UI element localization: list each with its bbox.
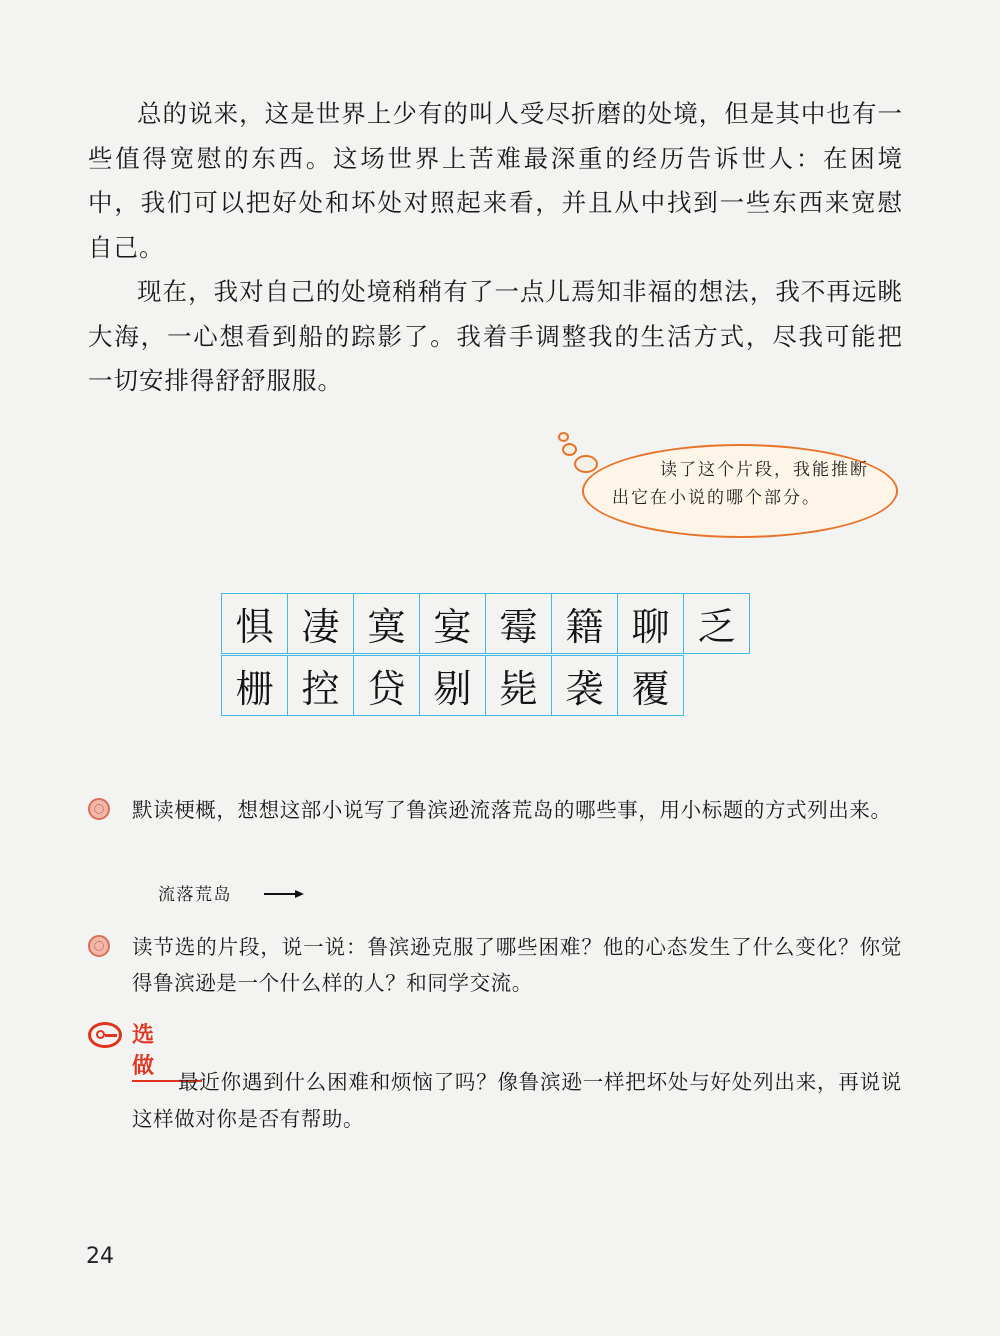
character-cell: 乏 [684,594,750,654]
character-cell: 惧 [222,594,288,654]
arrow-right-icon [264,889,304,899]
exercise-marker-icon [88,798,110,820]
character-cell: 毙 [486,656,552,716]
optional-section-icon [88,1022,122,1048]
character-cell: 控 [288,656,354,716]
subtitle-example: 流落荒岛 [158,885,232,905]
body-paragraph: 现在，我对自己的处境稍稍有了一点儿焉知非福的想法，我不再远眺大海，一心想看到船的踪影了。我着手调整我的生活方式，尽我可能把一切安排得舒舒服服。 [88,277,903,395]
page-number: 24 [86,1244,114,1269]
exercise-text: 读节选的片段，说一说：鲁滨逊克服了哪些困难？他的心态发生了什么变化？你觉得鲁滨逊是一个什么样的人？和同学交流。 [132,935,902,995]
character-cell: 袭 [552,656,618,716]
thought-bubble-dot [558,432,569,442]
character-cell: 覆 [618,656,684,716]
character-grid-row-2 [221,655,684,716]
exercise-text: 默读梗概，想想这部小说写了鲁滨逊流落荒岛的哪些事，用小标题的方式列出来。 [132,798,892,822]
optional-section-text: 最近你遇到什么困难和烦恼了吗？像鲁滨逊一样把坏处与好处列出来，再说说这样做对你是否有帮助。 [132,1070,902,1131]
character-cell: 寞 [354,594,420,654]
thought-bubble-dot [574,455,598,473]
character-cell: 剔 [420,656,486,716]
thought-bubble-dot [562,443,577,456]
body-paragraph: 总的说来，这是世界上少有的叫人受尽折磨的处境，但是其中也有一些值得宽慰的东西。这场世界上苦难最深重的经历告诉世人：在困境中，我们可以把好处和坏处对照起来看，并且从中找到一些东西来宽慰自己。 [88,99,903,262]
exercise-marker-icon [88,935,110,957]
thought-bubble-text: 读了这个片段，我能推断出它在小说的哪个部分。 [612,460,869,508]
character-cell: 霉 [486,594,552,654]
character-cell: 聊 [618,594,684,654]
character-cell: 凄 [288,594,354,654]
character-cell: 宴 [420,594,486,654]
character-cell: 贷 [354,656,420,716]
character-cell: 栅 [222,656,288,716]
character-cell: 籍 [552,594,618,654]
optional-section-title: 选做 [132,1018,202,1082]
character-grid-row-1 [221,593,750,654]
